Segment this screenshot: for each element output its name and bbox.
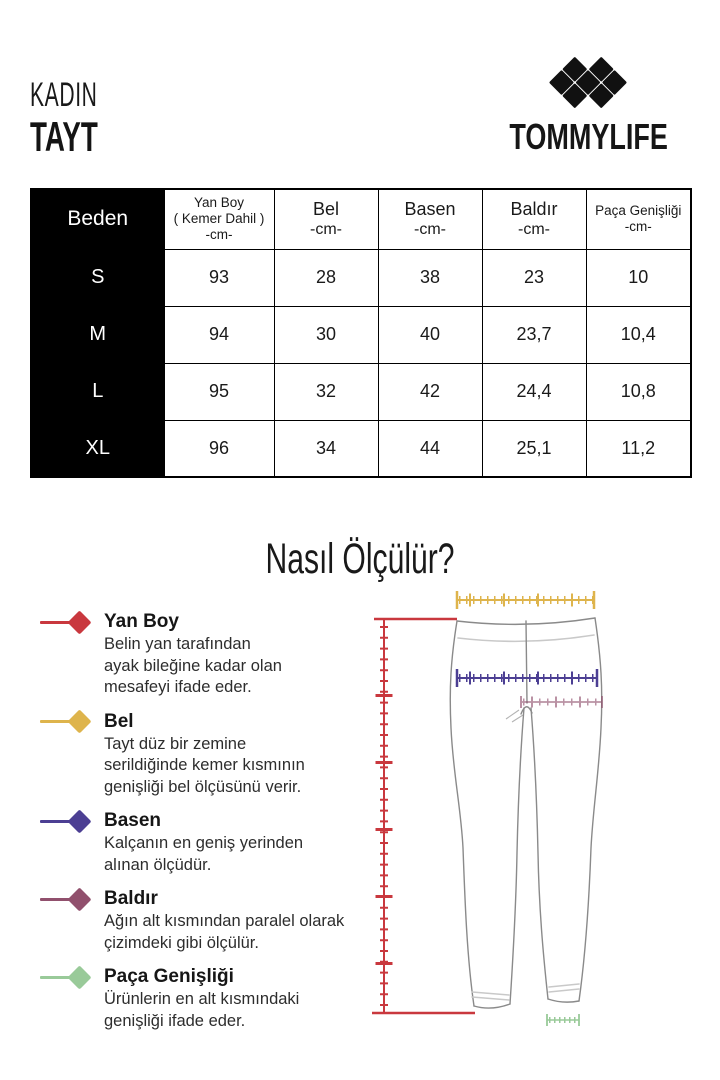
legend-text (104, 965, 370, 1032)
size-label: XL (31, 420, 164, 477)
legend-description: Belin yan tarafından ayak bileğine kadar olan mesafeyi ifade eder. (104, 635, 282, 696)
diamond-marker-icon (40, 887, 104, 911)
value-cell: 23,7 (482, 306, 586, 363)
value-cell: 93 (164, 249, 274, 306)
size-table-header-row (31, 189, 691, 249)
column-header-paca-genisligi: Paça Genişliği -cm- (586, 189, 691, 249)
category-label: KADIN (30, 76, 98, 114)
legend-item-bel (40, 710, 370, 799)
legend-term: Yan Boy (104, 611, 179, 632)
legend-text (104, 809, 370, 876)
value-cell: 10 (586, 249, 691, 306)
size-label: L (31, 363, 164, 420)
marker-diamond (67, 887, 91, 911)
value-cell: 96 (164, 420, 274, 477)
value-cell: 40 (378, 306, 482, 363)
product-type-label: TAYT (30, 113, 98, 160)
column-header-beden: Beden (31, 189, 164, 249)
size-label: M (31, 306, 164, 363)
diamond-marker-icon (40, 710, 104, 734)
value-cell: 24,4 (482, 363, 586, 420)
brand-name: TOMMYLIFE (509, 116, 668, 157)
legend-term: Paça Genişliği (104, 966, 234, 987)
value-cell: 95 (164, 363, 274, 420)
marker-diamond (67, 709, 91, 733)
legend-item-yan-boy (40, 610, 370, 699)
value-cell: 25,1 (482, 420, 586, 477)
brand-logo (483, 56, 694, 155)
column-header-bel: Bel -cm- (274, 189, 378, 249)
column-header-yan-boy: Yan Boy ( Kemer Dahil ) -cm- (164, 189, 274, 249)
value-cell: 94 (164, 306, 274, 363)
legend-item-paca-genisligi (40, 965, 370, 1032)
marker-diamond (67, 809, 91, 833)
value-cell: 10,4 (586, 306, 691, 363)
column-header-basen: Basen -cm- (378, 189, 482, 249)
product-header (30, 78, 139, 158)
legend-description: Ağın alt kısmından paralel olarak çizimdeki gibi ölçülür. (104, 912, 345, 952)
leggings-measurement-diagram (372, 588, 720, 1080)
value-cell: 10,8 (586, 363, 691, 420)
value-cell: 44 (378, 420, 482, 477)
legend-term: Basen (104, 810, 162, 831)
value-cell: 38 (378, 249, 482, 306)
section-title: Nasıl Ölçülür? (265, 535, 455, 583)
size-label: S (31, 249, 164, 306)
legend-text (104, 887, 370, 954)
diamond-grid-logo-icon (548, 56, 628, 109)
diamond-marker-icon (40, 610, 104, 634)
value-cell: 23 (482, 249, 586, 306)
paca-genisligi-measure-tape (547, 1014, 579, 1026)
table-row-m (31, 306, 691, 363)
table-row-xl (31, 420, 691, 477)
table-row-l (31, 363, 691, 420)
value-cell: 11,2 (586, 420, 691, 477)
leggings-figure (372, 588, 720, 1080)
value-cell: 30 (274, 306, 378, 363)
table-row-s (31, 249, 691, 306)
legend-description: Ürünlerin en alt kısmındaki genişliği ifade eder. (104, 990, 300, 1030)
bel-measure-tape (457, 591, 594, 609)
legend-description: Tayt düz bir zemine serildiğinde kemer kısmının genişliği bel ölçüsünü verir. (104, 734, 305, 796)
value-cell: 34 (274, 420, 378, 477)
legend-text (104, 610, 370, 699)
value-cell: 42 (378, 363, 482, 420)
legend-item-baldir (40, 887, 370, 954)
legend-term: Baldır (104, 888, 158, 909)
legend-description: Kalçanın en geniş yerinden alınan ölçüdür. (104, 834, 304, 874)
marker-diamond (67, 965, 91, 989)
measure-legend (40, 610, 370, 1032)
column-header-baldir: Baldır -cm- (482, 189, 586, 249)
marker-diamond (67, 610, 91, 634)
baldir-measure-tape (521, 696, 602, 708)
size-table (30, 188, 692, 478)
diamond-marker-icon (40, 809, 104, 833)
value-cell: 28 (274, 249, 378, 306)
legend-item-basen (40, 809, 370, 876)
legend-term: Bel (104, 710, 134, 732)
legend-text (104, 710, 370, 799)
value-cell: 32 (274, 363, 378, 420)
diamond-marker-icon (40, 965, 104, 989)
